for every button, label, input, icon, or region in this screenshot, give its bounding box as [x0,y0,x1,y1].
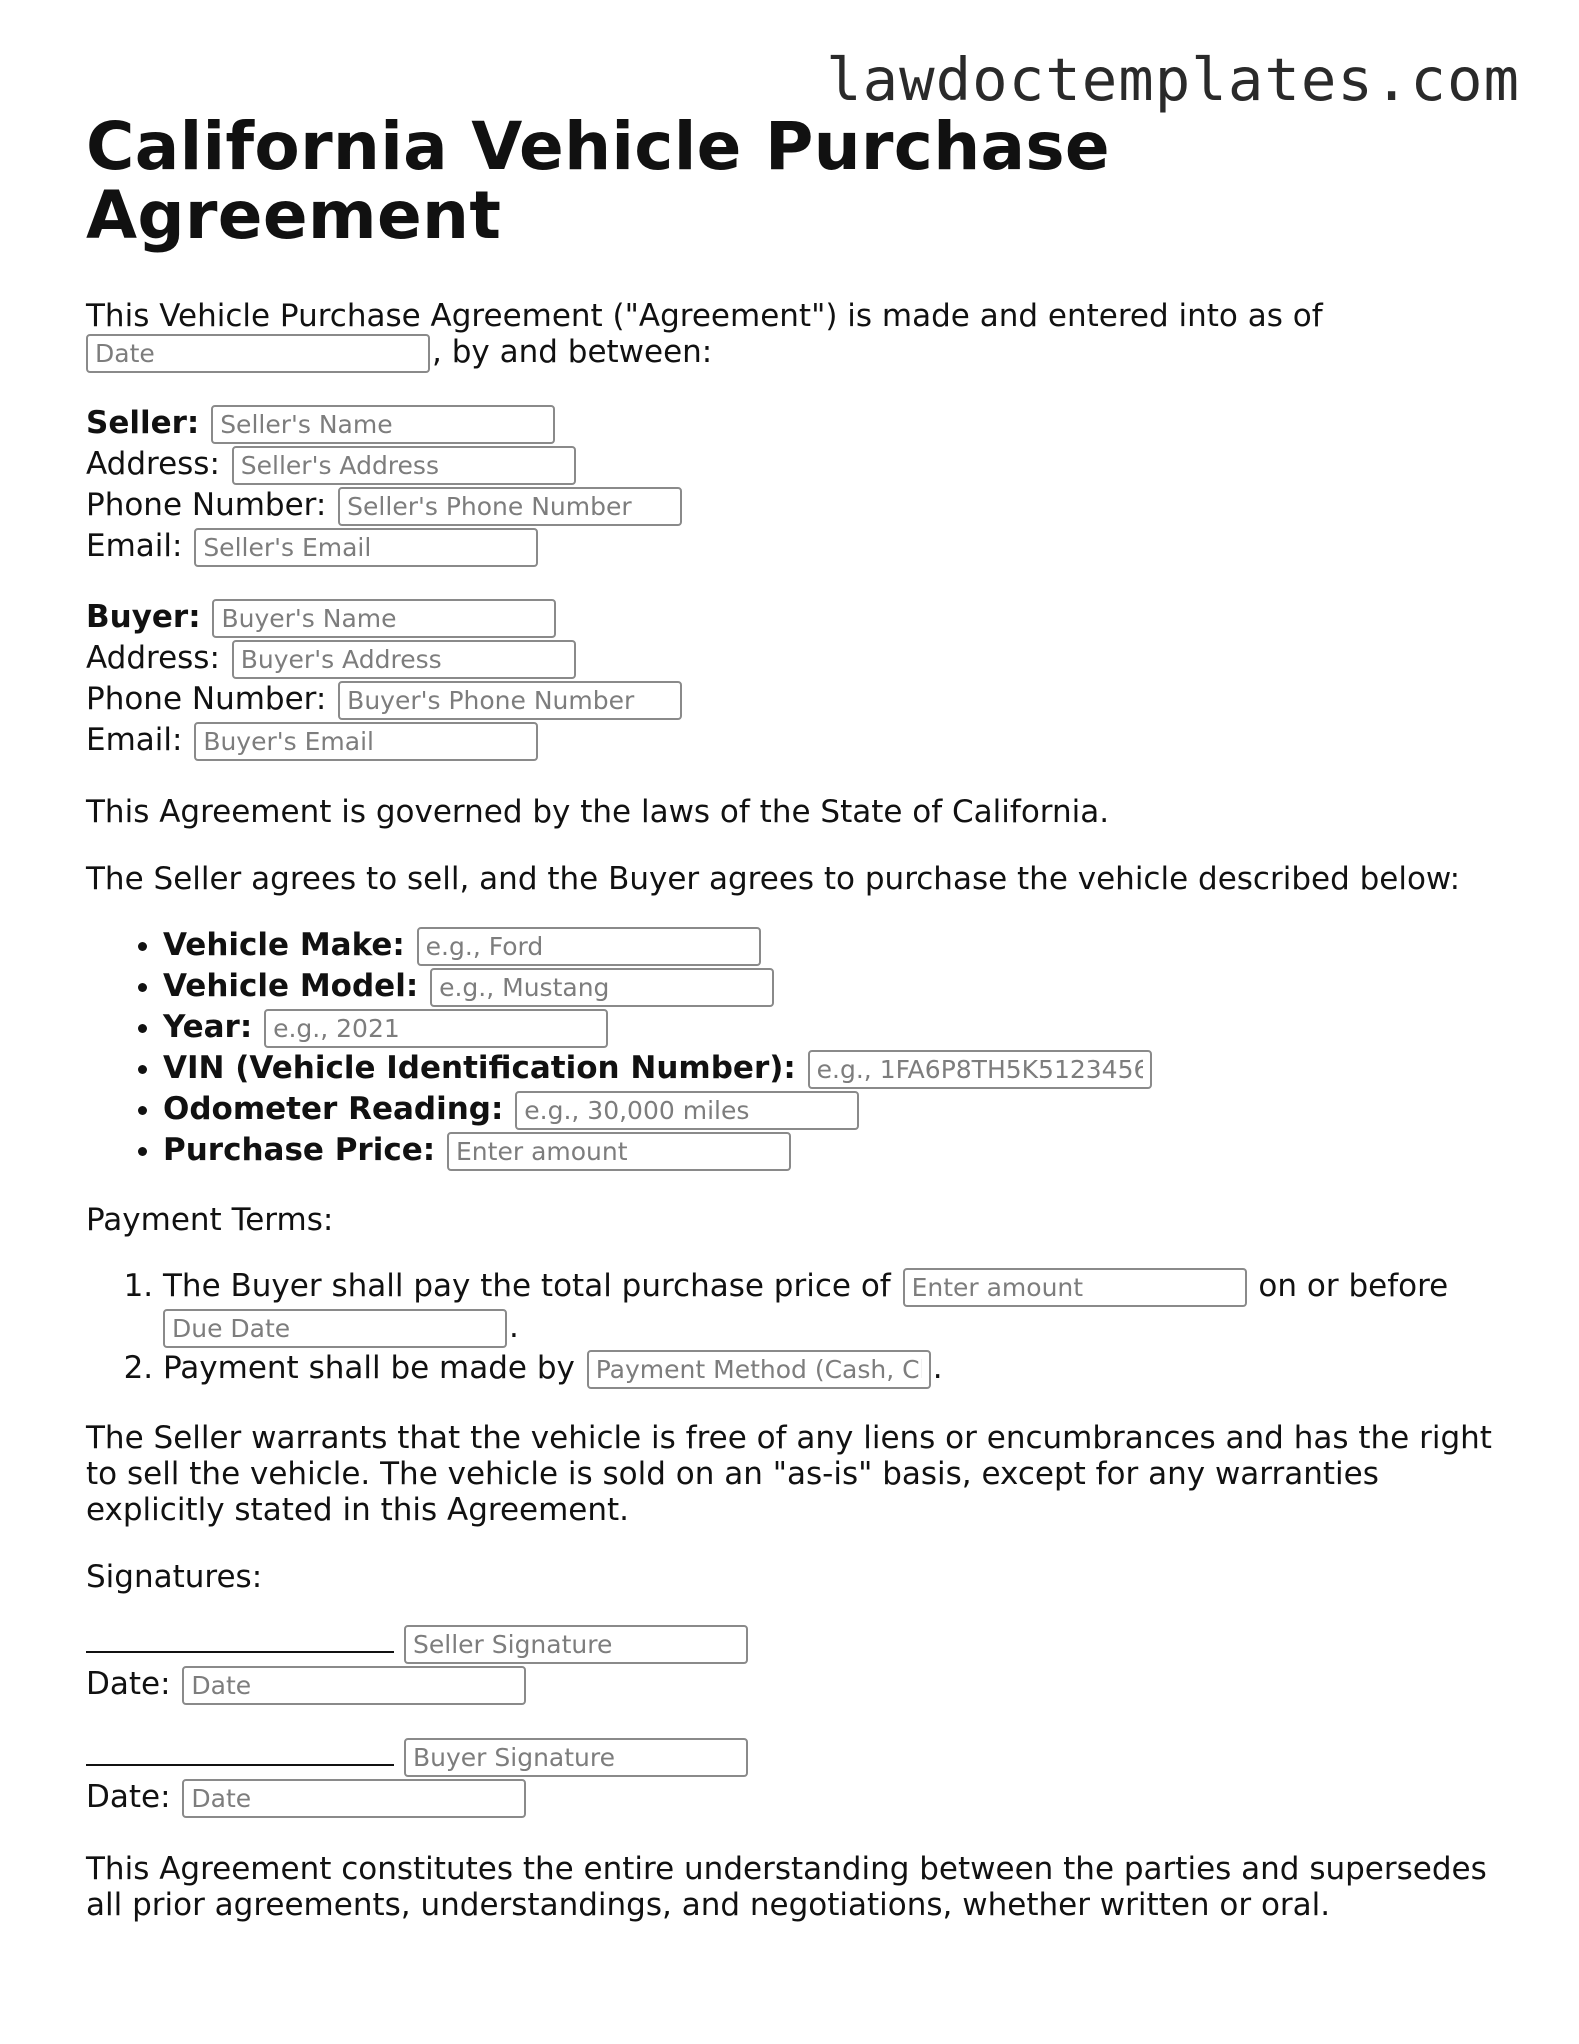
buyer-signature-date-field[interactable] [182,1779,526,1818]
due-date-field[interactable] [163,1309,507,1348]
buyer-phone-field[interactable] [338,681,682,720]
vehicle-make-field[interactable] [417,927,761,966]
buyer-date-label: Date: [86,1778,171,1815]
vehicle-vin-label: VIN (Vehicle Identification Number): [163,1049,796,1086]
payment-term-1-middle: on or before [1258,1267,1449,1304]
intro-paragraph [86,298,1506,373]
buyer-label: Buyer: [86,598,201,635]
list-item [163,1007,1506,1048]
seller-section [86,403,1506,567]
seller-address-field[interactable] [232,446,576,485]
intro-text-after: , by and between: [432,333,713,370]
seller-label: Seller: [86,404,200,441]
entire-agreement-paragraph: This Agreement constitutes the entire understanding between the parties and supersedes all prior agreements, understandings, and negotiations, whether written or oral. [86,1850,1487,1923]
buyer-signature-line [86,1736,394,1766]
seller-signature-block [86,1623,1506,1705]
watermark: lawdoctemplates.com [826,45,1520,114]
buyer-section [86,597,1506,761]
vehicle-model-field[interactable] [430,968,774,1007]
agreement-date-field[interactable] [86,334,430,373]
seller-email-field[interactable] [194,528,538,567]
list-item [163,1048,1506,1089]
payment-amount-field[interactable] [903,1268,1247,1307]
payment-term-2-text: Payment shall be made by [163,1349,575,1386]
governing-law-text: This Agreement is governed by the laws of the State of California. [86,793,1110,830]
warranty-paragraph: The Seller warrants that the vehicle is free of any liens or encumbrances and has the right to sell the vehicle. The vehicle is sold on an "as-is" basis, except for any warranties explicitly stated in this Agreement. [86,1419,1492,1528]
odometer-field[interactable] [515,1091,859,1130]
buyer-signature-field[interactable] [404,1738,748,1777]
seller-name-field[interactable] [211,405,555,444]
buyer-address-field[interactable] [232,640,576,679]
list-item [163,1130,1506,1171]
seller-phone-field[interactable] [338,487,682,526]
seller-signature-line [86,1623,394,1653]
seller-signature-field[interactable] [404,1625,748,1664]
signatures-heading: Signatures: [86,1558,263,1595]
purchase-price-label: Purchase Price: [163,1131,436,1168]
seller-email-label: Email: [86,527,183,564]
buyer-email-field[interactable] [194,722,538,761]
purchase-price-field[interactable] [447,1132,791,1171]
odometer-label: Odometer Reading: [163,1090,504,1127]
vehicle-year-field[interactable] [264,1009,608,1048]
seller-address-label: Address: [86,445,220,482]
list-item [163,1089,1506,1130]
buyer-signature-block [86,1736,1506,1818]
list-item [163,966,1506,1007]
vehicle-details-list [86,925,1506,1171]
vehicle-make-label: Vehicle Make: [163,926,405,963]
vehicle-vin-field[interactable] [808,1050,1152,1089]
list-item [163,925,1506,966]
sale-statement-text: The Seller agrees to sell, and the Buyer agrees to purchase the vehicle described below: [86,860,1461,897]
payment-terms-heading: Payment Terms: [86,1201,334,1238]
payment-method-field[interactable] [587,1350,931,1389]
intro-text: This Vehicle Purchase Agreement ("Agreement") is made and entered into as of [86,297,1323,334]
document-body [86,108,1506,1923]
seller-phone-label: Phone Number: [86,486,327,523]
list-item [163,1348,1506,1389]
buyer-address-label: Address: [86,639,220,676]
list-item [163,1266,1506,1348]
payment-term-1-end: . [509,1308,519,1345]
payment-term-2-end: . [932,1349,943,1386]
seller-date-label: Date: [86,1665,171,1702]
vehicle-model-label: Vehicle Model: [163,967,419,1004]
payment-term-1-text: The Buyer shall pay the total purchase price of [163,1267,891,1304]
page-title: California Vehicle Purchase Agreement [86,108,1110,255]
seller-signature-date-field[interactable] [182,1666,526,1705]
buyer-phone-label: Phone Number: [86,680,327,717]
buyer-email-label: Email: [86,721,183,758]
buyer-name-field[interactable] [212,599,556,638]
vehicle-year-label: Year: [163,1008,253,1045]
payment-terms-list [86,1266,1506,1389]
